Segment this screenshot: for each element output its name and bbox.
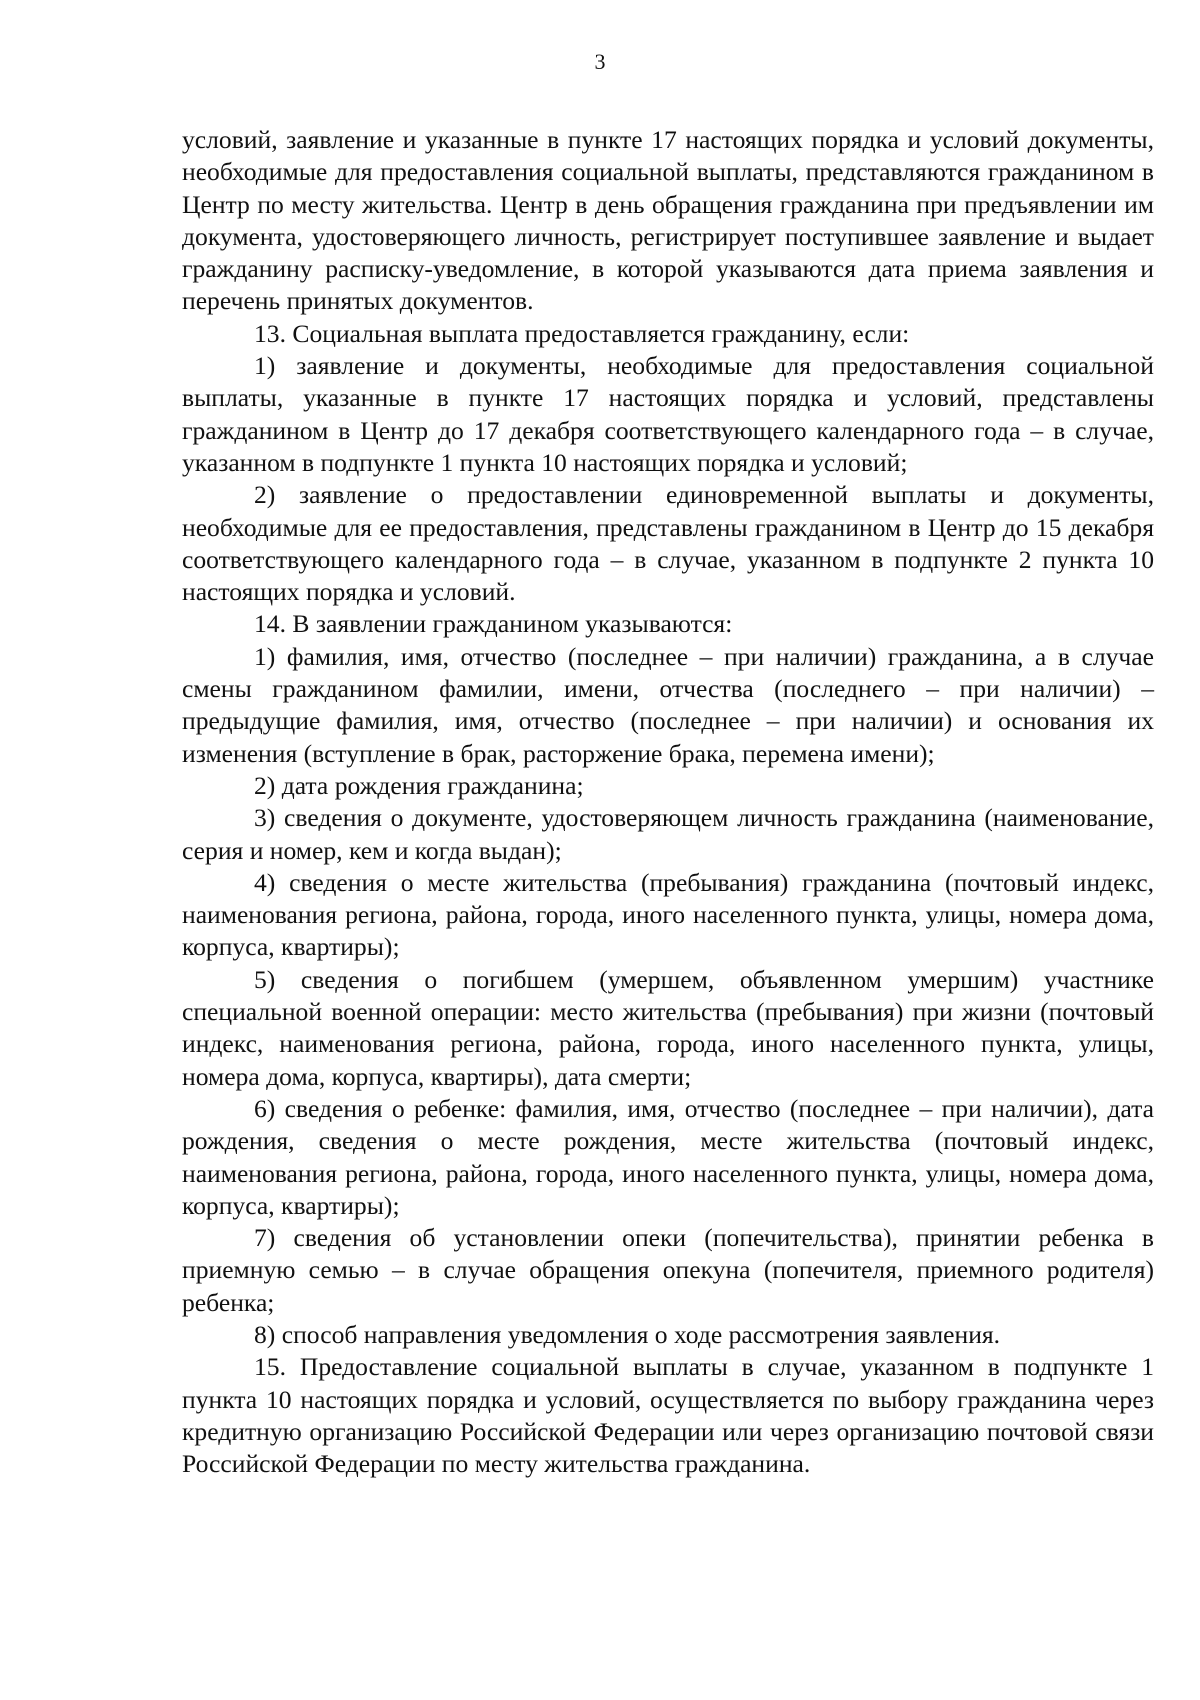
paragraph-item-14-2: 2) дата рождения гражданина;: [254, 770, 584, 800]
paragraph-item-13-2: 2) заявление о предоставлении единовременной выплаты и документы, необходимые для ее предоставления, представлены гражданином в Центр до 15 декабря соответствующего календарного года – в случае, указанном в подпункте 2 пункта 10 настоящих порядка и условий.: [182, 480, 1154, 607]
paragraph-item-14-5: 5) сведения о погибшем (умершем, объявленном умершим) участнике специальной военной операции: место жительства (пребывания) при жизни (почтовый индекс, наименования региона, района, города, иного населенного пункта, улицы, номера дома, корпуса, квартиры), дата смерти;: [182, 964, 1154, 1091]
page-number: 3: [594, 49, 606, 74]
paragraph-item-14-3: 3) сведения о документе, удостоверяющем личность гражданина (наименование, серия и номер, кем и когда выдан);: [182, 803, 1154, 865]
paragraph-item-15: 15. Предоставление социальной выплаты в случае, указанном в подпункте 1 пункта 10 настоящих порядка и условий, осуществляется по выбору гражданина через кредитную организацию Российской Федерации или через организацию почтовой связи Российской Федерации по месту жительства гражданина.: [182, 1352, 1154, 1479]
paragraph-item-14-8: 8) способ направления уведомления о ходе рассмотрения заявления.: [254, 1319, 1001, 1349]
paragraph-item-14-4: 4) сведения о месте жительства (пребывания) гражданина (почтовый индекс, наименования региона, района, города, иного населенного пункта, улицы, номера дома, корпуса, квартиры);: [182, 867, 1154, 962]
document-body: [182, 124, 1154, 1480]
paragraph-item-14-6: 6) сведения о ребенке: фамилия, имя, отчество (последнее – при наличии), дата рождения, сведения о месте рождения, месте жительства (почтовый индекс, наименования региона, района, города, иного населенного пункта, улицы, номера дома, корпуса, квартиры);: [182, 1093, 1154, 1220]
paragraph-item-13: 13. Социальная выплата предоставляется гражданину, если:: [254, 318, 910, 348]
paragraph-continuation: условий, заявление и указанные в пункте 17 настоящих порядка и условий документы, необходимые для предоставления социальной выплаты, представляются гражданином в Центр по месту жительства. Центр в день обращения гражданина при предъявлении им документа, удостоверяющего личность, регистрирует поступившее заявление и выдает гражданину расписку-уведомление, в которой указываются дата приема заявления и перечень принятых документов.: [182, 125, 1154, 316]
paragraph-item-14-7: 7) сведения об установлении опеки (попечительства), принятии ребенка в приемную семью – в случае обращения опекуна (попечителя, приемного родителя) ребенка;: [182, 1223, 1154, 1317]
paragraph-item-13-1: 1) заявление и документы, необходимые для предоставления социальной выплаты, указанные в пункте 17 настоящих порядка и условий, представлены гражданином в Центр до 17 декабря соответствующего календарного года – в случае, указанном в подпункте 1 пункта 10 настоящих порядка и условий;: [182, 351, 1154, 477]
paragraph-item-14: 14. В заявлении гражданином указываются:: [254, 609, 733, 639]
paragraph-item-14-1: 1) фамилия, имя, отчество (последнее – при наличии) гражданина, а в случае смены гражданином фамилии, имени, отчества (последнего – при наличии) – предыдущие фамилия, имя, отчество (последнее – при наличии) и основания их изменения (вступление в брак, расторжение брака, перемена имени);: [182, 641, 1154, 768]
